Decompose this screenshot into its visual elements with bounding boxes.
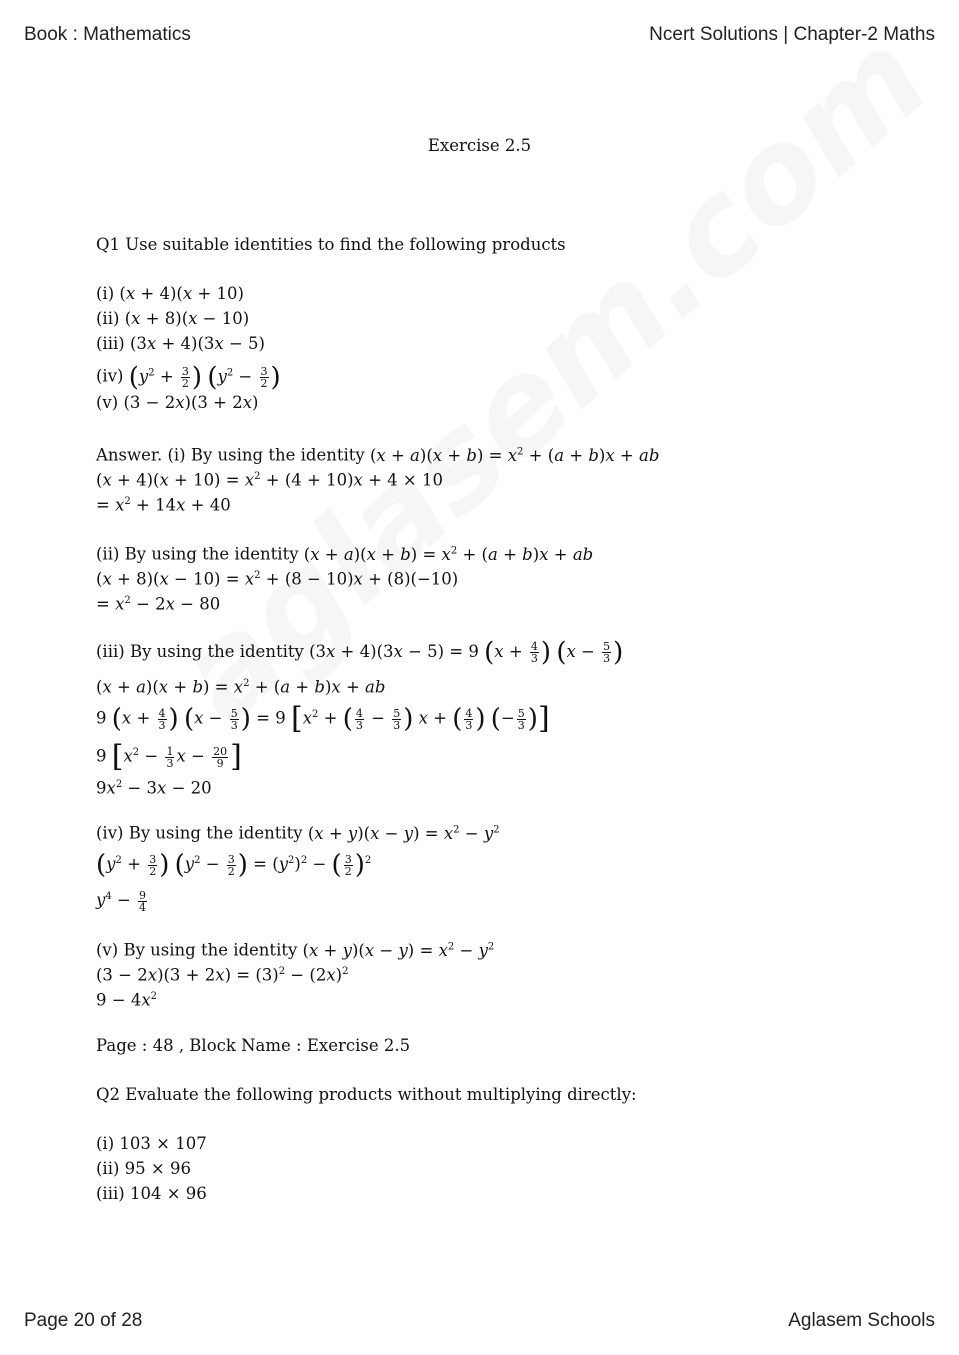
- answer-ii-identity: (ii) By using the identity $(x + a)(x + b) = x^2 + (a + b)x$ + ab: [96, 544, 594, 564]
- answer-iv-result: $y^4$ − $\frac{9}{4}$: [96, 888, 147, 914]
- answer-ii-step-1: $(x + 8)(x - 10) = x^2 + (8 - 10)x + (8)(-10)$: [96, 569, 459, 589]
- q1-question: Q1 Use suitable identities to find the following products: [96, 235, 566, 254]
- exercise-title: Exercise 2.5: [427, 136, 532, 155]
- answer-iii-step-2: 9 (x + $\frac{4}{3}$ ) (x − $\frac{5}{3}$ ) = 9 [$x^2$ + ( $\frac{4}{3}$ − $\frac{5}{3}$ ) x + ( $\frac{4}{3}$ ) (− $\frac{5}{3}$ )]: [96, 701, 550, 736]
- answer-i-identity: Answer. (i) By using the identity $(x + a)(x + b) = x^2 + (a + b)x$ + ab: [96, 445, 660, 465]
- answer-v-result: $9 - 4x^2$: [96, 990, 157, 1010]
- answer-v-step-1: $(3 - 2x)(3 + 2x) = (3)^2 - (2x)^2$: [96, 965, 349, 985]
- q1-part-iv: (iv) ($y^2$ + $\frac{3}{2}$ ) ($y^2$ − $\frac{3}{2}$ ): [96, 362, 281, 392]
- q2-item-i: (i) 103 × 107: [96, 1134, 207, 1153]
- answer-iv-identity: (iv) By using the identity $(x + y)(x - y) = x^2 - y^2$: [96, 823, 500, 843]
- q1-part-i: (i) (x + 4)(x + 10): [96, 284, 244, 303]
- header-chapter-title: Ncert Solutions | Chapter-2 Maths: [649, 24, 935, 45]
- answer-ii-result: = $x^2 - 2x - 80$: [96, 594, 221, 614]
- answer-iii-identity: (iii) By using the identity (3x + 4)(3x − 5) = 9 (x + $\frac{4}{3}$ ) (x − $\frac{5}{3}$ ): [96, 637, 624, 668]
- answer-v-identity: (v) By using the identity $(x + y)(x - y) = x^2 - y^2$: [96, 940, 495, 960]
- answer-iii-result: $9x^2 - 3x - 20$: [96, 778, 212, 798]
- answer-iii-step-1: $(x + a)(x + b) = x^2 + (a + b)x$ + ab: [96, 677, 386, 697]
- footer-publisher: Aglasem Schools: [788, 1310, 935, 1331]
- q2-item-ii: (ii) 95 × 96: [96, 1159, 191, 1178]
- q1-part-iii: (iii) (3x + 4)(3x − 5): [96, 334, 265, 353]
- page-reference: Page : 48 , Block Name : Exercise 2.5: [96, 1036, 411, 1055]
- footer-page-number: Page 20 of 28: [24, 1310, 143, 1331]
- q2-question: Q2 Evaluate the following products without multiplying directly:: [96, 1085, 637, 1104]
- document-body: [96, 232, 896, 1206]
- q1-part-ii: (ii) (x + 8)(x − 10): [96, 309, 250, 328]
- answer-i-result: = $x^2 + 14x + 40$: [96, 495, 231, 515]
- answer-iv-step-1: ($y^2$ + $\frac{3}{2}$ ) ($y^2$ − $\frac{3}{2}$ ) = $(y^2)^2$ − ( $\frac{3}{2}$ )$^2$: [96, 850, 372, 880]
- q2-item-iii: (iii) 104 × 96: [96, 1184, 207, 1203]
- header-book-title: Book : Mathematics: [24, 24, 191, 45]
- answer-i-step-1: $(x + 4)(x + 10) = x^2 + (4 + 10)x + 4 \times 10$: [96, 470, 443, 490]
- answer-iii-step-3: 9 [$x^2$ − $\frac{1}{3}$ x − $\frac{20}{9}$ ]: [96, 739, 242, 774]
- q1-part-v: (v) (3 − 2x)(3 + 2x): [96, 393, 259, 412]
